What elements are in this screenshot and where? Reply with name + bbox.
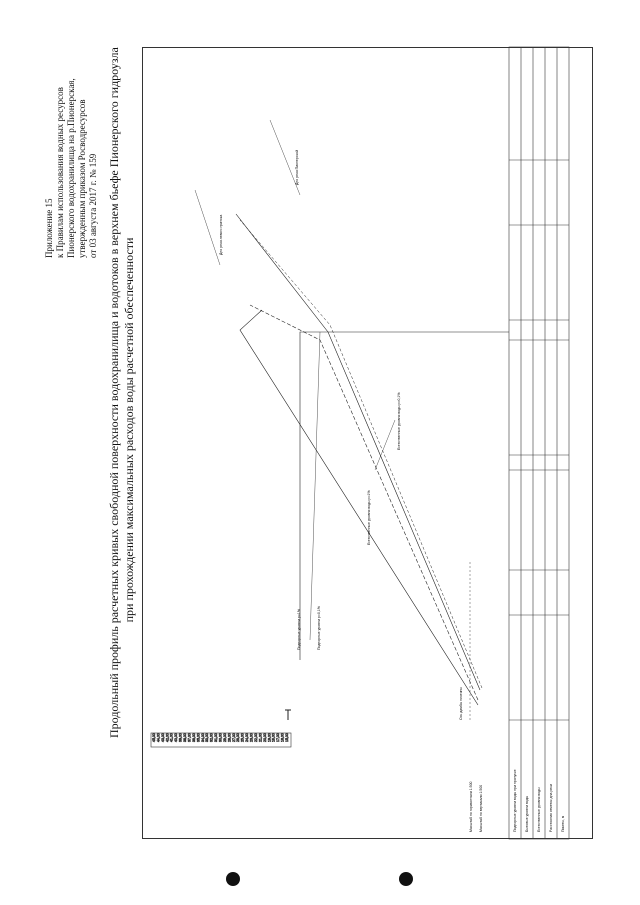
elevation-axis bbox=[151, 733, 291, 747]
elevation-tick-label: 43,00 bbox=[160, 733, 165, 742]
natural-level-label-2: Естественные уровни воды р=0,1% bbox=[397, 392, 401, 450]
elevation-tick-label: 15,00 bbox=[285, 733, 289, 742]
page-title-line-1: Продольный профиль расчетных кривых свободной поверхности водохранилища и водотоков в верхнем бьефе Пионерского гидроузла bbox=[107, 47, 121, 738]
elevation-tick-label: 34,00 bbox=[200, 733, 205, 742]
elevation-tick-label: 29,00 bbox=[222, 733, 227, 742]
scale-horizontal: Масштаб по горизонтали 1:500 bbox=[469, 781, 473, 832]
svg-text:Расстояния отметок дна реки: Расстояния отметок дна реки bbox=[549, 784, 553, 832]
natural-level-line bbox=[240, 220, 482, 688]
svg-text:Подпорные уровни воды при проп: Подпорные уровни воды при пропуске bbox=[513, 769, 517, 832]
elevation-tick-label: 22,00 bbox=[253, 733, 258, 742]
backwater-label-2: Подпорные уровни р=0,1% bbox=[317, 606, 321, 650]
punch-hole-right bbox=[399, 872, 413, 886]
river-bed-line bbox=[236, 214, 480, 690]
svg-text:Пикеты, м: Пикеты, м bbox=[561, 815, 565, 832]
elevation-tick-label: 41,00 bbox=[169, 733, 174, 742]
elevation-tick-label: 36,00 bbox=[191, 733, 196, 742]
elevation-tick-label: 37,00 bbox=[187, 733, 192, 742]
dam-axis-label: Ось дамбы плотины bbox=[459, 687, 463, 720]
elevation-tick-label: 25,00 bbox=[240, 733, 245, 742]
elevation-tick-label: 30,00 bbox=[218, 733, 223, 742]
svg-text:Естественные уровни воды: Естественные уровни воды bbox=[537, 787, 541, 832]
appendix-line-1: к Правилам использования водных ресурсов bbox=[55, 87, 65, 258]
elevation-tick-label: 42,00 bbox=[165, 733, 170, 742]
punch-hole-left bbox=[226, 872, 240, 886]
elevation-tick-label: 32,00 bbox=[209, 733, 214, 742]
backwater-label-1: Подпорные уровни р=1% bbox=[297, 609, 301, 650]
left-bed-label: Дно реки левого притока bbox=[219, 214, 223, 255]
svg-text:Бытовые уровни воды: Бытовые уровни воды bbox=[525, 795, 529, 832]
natural-level-label-1: Естественные уровни воды р=1% bbox=[367, 490, 371, 545]
elevation-tick-label: 45,00 bbox=[152, 733, 156, 742]
backwater-curve-1 bbox=[240, 310, 478, 705]
profile-table bbox=[509, 47, 569, 839]
elevation-tick-label: 24,00 bbox=[245, 733, 250, 742]
backwater-curve-2 bbox=[250, 305, 478, 700]
elevation-tick-label: 38,00 bbox=[183, 733, 188, 742]
elevation-tick-label: 27,00 bbox=[231, 733, 236, 742]
elevation-tick-label: 26,00 bbox=[236, 733, 241, 742]
elevation-tick-label: 39,00 bbox=[178, 733, 183, 742]
elevation-tick-label: 44,00 bbox=[156, 733, 161, 742]
elevation-tick-label: 19,00 bbox=[267, 733, 272, 742]
appendix-line-2: Пионерского водохранилища на р.Пионерская, bbox=[66, 78, 76, 258]
elevation-tick-label: 31,00 bbox=[214, 733, 219, 742]
elevation-tick-label: 35,00 bbox=[196, 733, 201, 742]
elevation-tick-label: 33,00 bbox=[205, 733, 210, 742]
profile-curves bbox=[195, 120, 509, 720]
elevation-tick-label: 17,00 bbox=[276, 733, 281, 742]
page-title-line-2: при прохождении максимальных расходов воды расчетной обеспеченности bbox=[122, 237, 136, 623]
elevation-tick-label: 23,00 bbox=[249, 733, 254, 742]
elevation-tick-label: 18,00 bbox=[271, 733, 276, 742]
scale-vertical: Масштаб по вертикали 1:500 bbox=[479, 784, 483, 832]
appendix-number: Приложение 15 bbox=[44, 198, 54, 258]
elevation-tick-label: 40,00 bbox=[174, 733, 179, 742]
elevation-tick-label: 20,00 bbox=[262, 733, 267, 742]
river-bed-label: Дно реки Пионерской bbox=[295, 149, 299, 185]
elevation-tick-label: 16,00 bbox=[280, 733, 285, 742]
appendix-line-3: утвержденным приказом Росводресурсов bbox=[77, 99, 87, 258]
elevation-tick-label: 21,00 bbox=[258, 733, 263, 742]
elevation-tick-label: 28,00 bbox=[227, 733, 232, 742]
appendix-line-4: от 03 августа 2017 г. № 159 bbox=[88, 153, 98, 258]
